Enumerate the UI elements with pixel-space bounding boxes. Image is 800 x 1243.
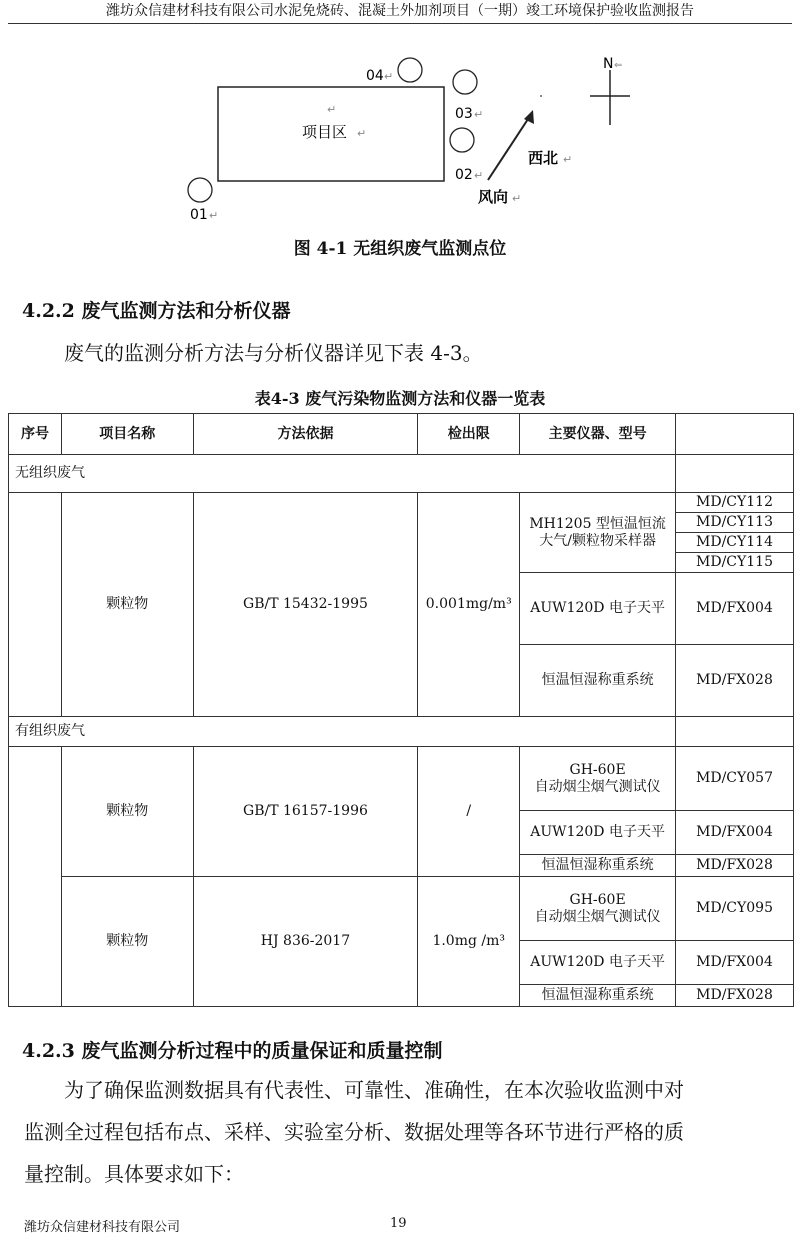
instrument-code: MD/CY095 (676, 877, 794, 941)
table-section-row (9, 717, 794, 747)
methods-table (8, 413, 794, 1007)
instrument-name: 恒温恒湿称重系统 (520, 645, 676, 717)
instrument-code: MD/CY115 (676, 553, 794, 573)
table-caption: 表4-3 废气污染物监测方法和仪器一览表 (254, 389, 546, 408)
table-header-row (9, 414, 794, 455)
header-divider (8, 23, 792, 24)
item-name: 颗粒物 (61, 747, 193, 877)
detection-limit: 1.0mg /m³ (418, 877, 520, 1007)
instrument-name: GH-60E 自动烟尘烟气测试仪 (520, 877, 676, 941)
col-header-index: 序号 (9, 414, 62, 455)
instrument-code: MD/FX004 (676, 941, 794, 985)
item-name: 颗粒物 (61, 877, 193, 1007)
return-mark: ↵ (512, 192, 522, 205)
section-title-422: 4.2.2 废气监测方法和分析仪器 (22, 300, 291, 322)
instrument-code: MD/FX004 (676, 811, 794, 855)
dot-mark (540, 95, 542, 97)
instrument-code: MD/CY112 (676, 493, 794, 513)
instrument-code: MD/CY113 (676, 513, 794, 533)
wind-label: 风向 (478, 188, 509, 206)
col-header-code (676, 414, 794, 455)
table-row (9, 747, 794, 811)
footer-company: 潍坊众信建材科技有限公司 (24, 1220, 181, 1235)
col-header-instrument: 主要仪器、型号 (520, 414, 676, 455)
instrument-code: MD/FX028 (676, 985, 794, 1007)
instrument-code: MD/CY114 (676, 533, 794, 553)
point-03-circle (453, 70, 477, 94)
instrument-name: GH-60E 自动烟尘烟气测试仪 (520, 747, 676, 811)
point-02-label: 02 (455, 167, 473, 183)
wind-direction-label: 西北 (528, 149, 559, 167)
point-04-label: 04 (366, 68, 384, 84)
method-basis: HJ 836-2017 (193, 877, 418, 1007)
instrument-code: MD/FX004 (676, 573, 794, 645)
instrument-name: 恒温恒湿称重系统 (520, 855, 676, 877)
method-basis: GB/T 16157-1996 (193, 747, 418, 877)
col-header-item: 项目名称 (61, 414, 193, 455)
section-423-line3: 量控制。具体要求如下： (24, 1162, 244, 1186)
point-02-circle (450, 128, 474, 152)
col-header-method: 方法依据 (193, 414, 418, 455)
method-basis: GB/T 15432-1995 (193, 493, 418, 717)
section-423-line1: 为了确保监测数据具有代表性、可靠性、准确性，在本次验收监测中对 (64, 1078, 684, 1102)
point-03-label: 03 (455, 106, 473, 122)
instrument-code: MD/CY057 (676, 747, 794, 811)
section-422-intro: 废气的监测分析方法与分析仪器详见下表 4-3。 (64, 341, 483, 365)
return-mark: ↵ (384, 70, 394, 83)
instrument-name: AUW120D 电子天平 (520, 941, 676, 985)
section-unorganized: 无组织废气 (9, 455, 676, 493)
return-mark: ↵ (474, 108, 484, 121)
return-mark: ↵ (563, 153, 573, 166)
north-label: N (603, 56, 614, 72)
page-number: 19 (390, 1216, 407, 1231)
instrument-name: MH1205 型恒温恒流大气/颗粒物采样器 (520, 493, 676, 573)
north-mark: ⇐ (614, 60, 623, 71)
section-title-423: 4.2.3 废气监测分析过程中的质量保证和质量控制 (22, 1040, 443, 1062)
project-area-label: 项目区 (302, 123, 348, 141)
point-01-circle (188, 178, 212, 202)
instrument-name: 恒温恒湿称重系统 (520, 985, 676, 1007)
instrument-name: AUW120D 电子天平 (520, 811, 676, 855)
wind-arrow-shaft (488, 116, 530, 180)
point-01-label: 01 (190, 207, 208, 223)
section-423-line2: 监测全过程包括布点、采样、实验室分析、数据处理等各环节进行严格的质 (24, 1120, 684, 1144)
return-mark: ↵ (327, 103, 337, 116)
return-mark: ↵ (357, 127, 367, 140)
page-header: 潍坊众信建材科技有限公司水泥免烧砖、混凝土外加剂项目（一期）竣工环境保护验收监测报告 (106, 3, 694, 19)
section-organized: 有组织废气 (9, 717, 676, 747)
table-row (9, 877, 794, 941)
return-mark: ↵ (474, 169, 484, 182)
table-section-row (9, 455, 794, 493)
item-name: 颗粒物 (61, 493, 193, 717)
point-04-circle (398, 58, 422, 82)
instrument-code: MD/FX028 (676, 855, 794, 877)
return-mark: ↵ (209, 209, 219, 222)
col-header-limit: 检出限 (418, 414, 520, 455)
instrument-code: MD/FX028 (676, 645, 794, 717)
detection-limit: 0.001mg/m³ (418, 493, 520, 717)
instrument-name: AUW120D 电子天平 (520, 573, 676, 645)
detection-limit: / (418, 747, 520, 877)
table-row (9, 493, 794, 513)
figure-caption: 图 4-1 无组织废气监测点位 (293, 239, 507, 259)
